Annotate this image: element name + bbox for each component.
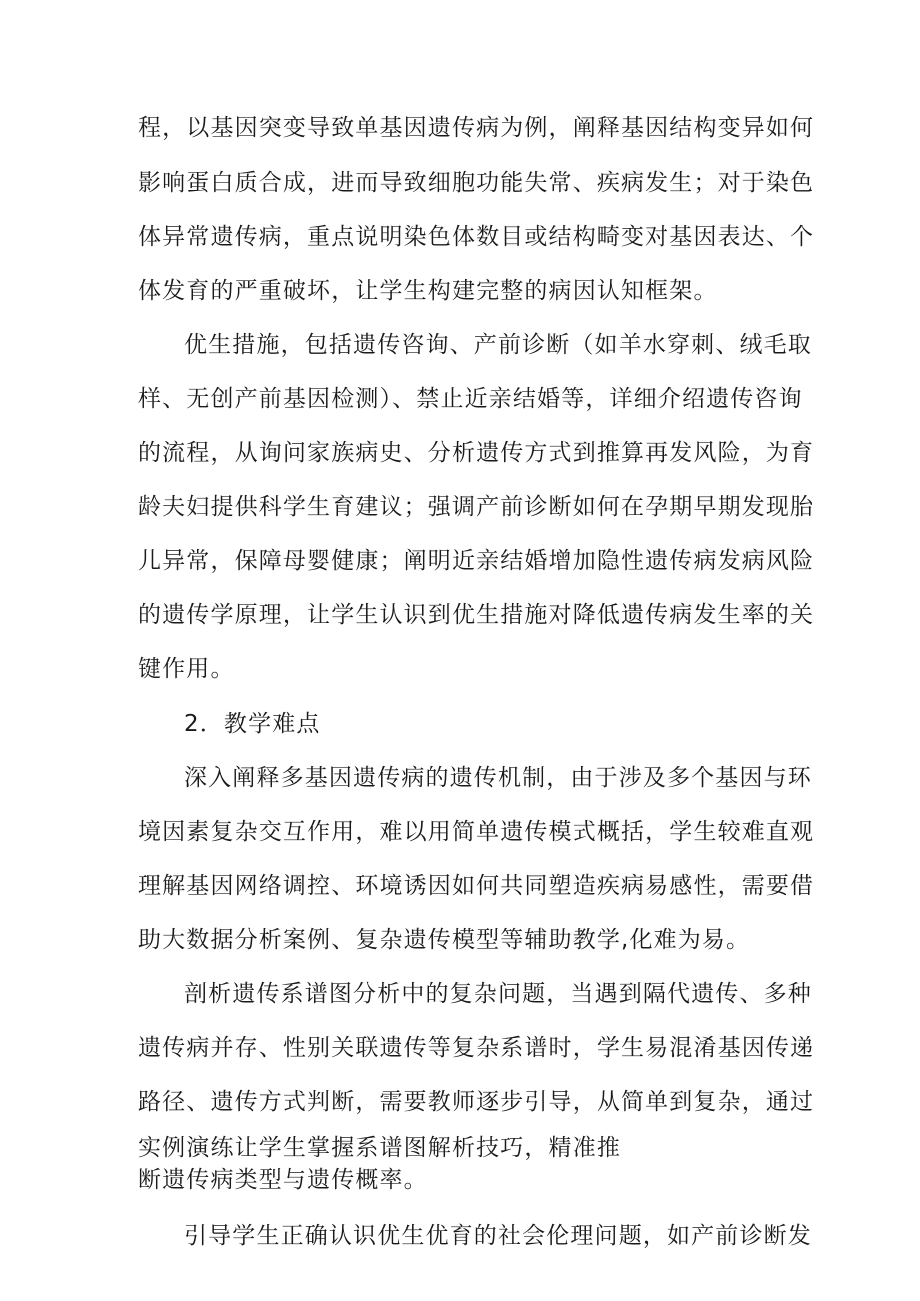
paragraph-first-line: 优生措施，包括遗传咨询、产前诊断（如羊水穿刺、绒毛取 [184, 332, 812, 358]
text-line: 境因素复杂交互作用，难以用简单遗传模式概括，学生较难直观 [138, 819, 815, 845]
text-line: 理解基因网络调控、环境诱因如何共同塑造疾病易感性，需要借 [138, 873, 815, 899]
text-line: 遗传病并存、性别关联遗传等复杂系谱时，学生易混淆基因传递 [138, 1035, 815, 1061]
text-line: 儿异常，保障母婴健康；阐明近亲结婚增加隐性遗传病发病风险 [138, 548, 815, 574]
paragraph-first-line: 深入阐释多基因遗传病的遗传机制，由于涉及多个基因与环 [184, 765, 812, 791]
text-line: 键作用。 [138, 656, 235, 682]
text-line: 的流程，从询问家族病史、分析遗传方式到推算再发风险，为育 [138, 440, 815, 466]
paragraph-first-line: 剖析遗传系谱图分析中的复杂问题，当遇到隔代遗传、多种 [184, 981, 812, 1007]
section-heading: 2．教学难点 [184, 711, 321, 737]
paragraph-first-line: 引导学生正确认识优生优育的社会伦理问题，如产前诊断发 [184, 1223, 812, 1249]
text-line: 的遗传学原理，让学生认识到优生措施对降低遗传病发生率的关 [138, 602, 815, 628]
text-line: 体发育的严重破坏，让学生构建完整的病因认知框架。 [138, 278, 718, 304]
text-line: 路径、遗传方式判断，需要教师逐步引导，从简单到复杂，通过 [138, 1089, 815, 1115]
text-line: 龄夫妇提供科学生育建议；强调产前诊断如何在孕期早期发现胎 [138, 494, 815, 520]
text-line: 样、无创产前基因检测）、禁止近亲结婚等，详细介绍遗传咨询 [138, 386, 803, 412]
text-line: 影响蛋白质合成，进而导致细胞功能失常、疾病发生；对于染色 [138, 170, 815, 196]
text-line: 助大数据分析案例、复杂遗传模型等辅助教学,化难为易。 [138, 927, 751, 953]
text-line: 实例演练让学生掌握系谱图解析技巧，精准推 [138, 1135, 621, 1161]
text-line: 程，以基因突变导致单基因遗传病为例，阐释基因结构变异如何 [138, 115, 815, 141]
text-line: 断遗传病类型与遗传概率。 [138, 1167, 428, 1193]
text-line: 体异常遗传病，重点说明染色体数目或结构畸变对基因表达、个 [138, 224, 815, 250]
